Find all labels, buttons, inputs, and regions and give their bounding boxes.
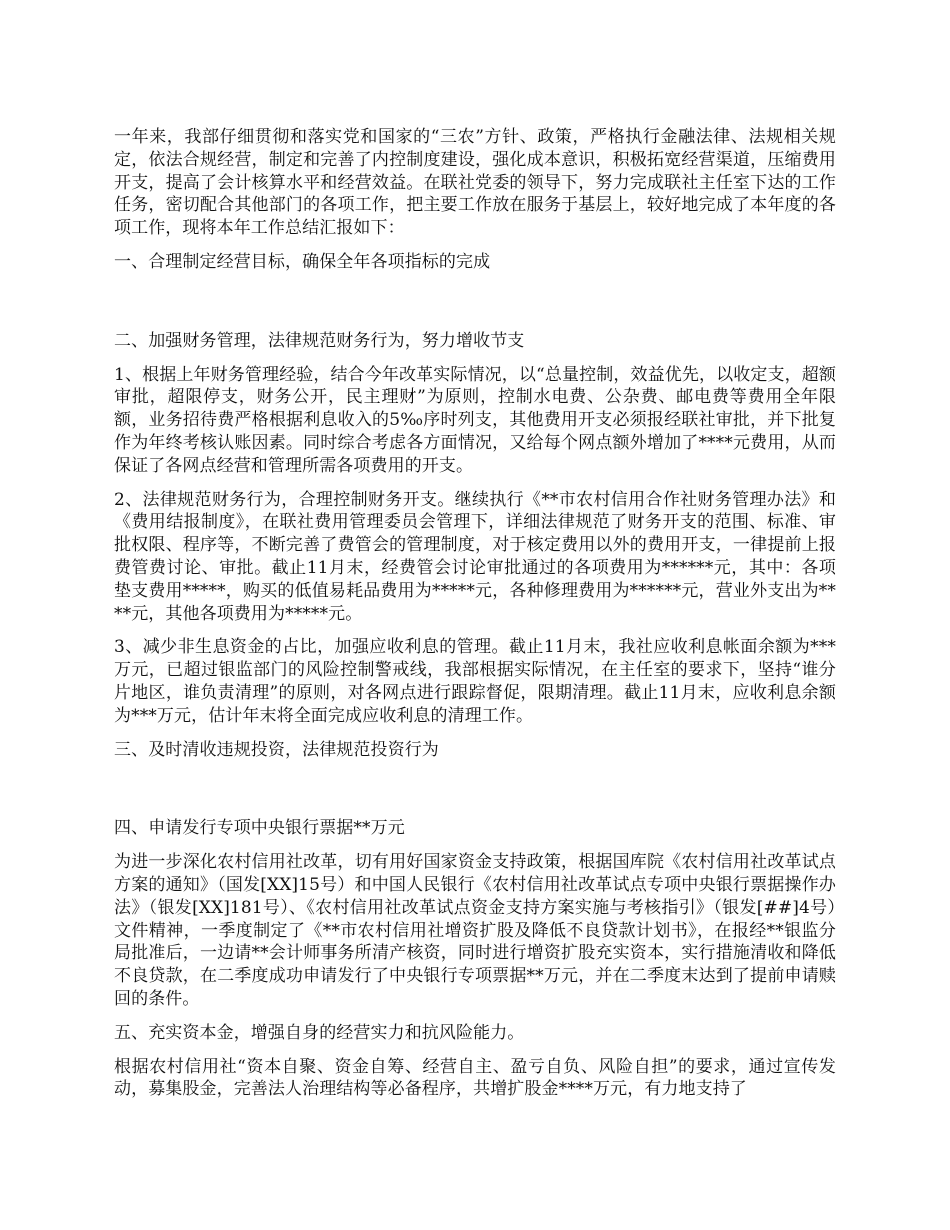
intro-paragraph: 一年来，我部仔细贯彻和落实党和国家的“三农”方针、政策，严格执行金融法律、法规相关规定，依法合规经营，制定和完善了内控制度建设，强化成本意识，积极拓宽经营渠道，压缩费用开支，提高了会计核算水平和经营效益。在联社党委的领导下，努力完成联社主任室下达的工作任务，密切配合其他部门的各项工作，把主要工作放在服务于基层上，较好地完成了本年度的各项工作，现将本年工作总结汇报如下： (114, 127, 836, 239)
section-2-item-3: 3、减少非生息资金的占比，加强应收利息的管理。截止11月末，我社应收利息帐面余额为***万元，已超过银监部门的风险控制警戒线，我部根据实际情况，在主任室的要求下，坚持“谁分片地区，谁负责清理”的原则，对各网点进行跟踪督促，限期清理。截止11月末，应收利息余额为***万元，估计年末将全面完成应收利息的清理工作。 (114, 637, 836, 726)
section-2-item-1: 1、根据上年财务管理经验，结合今年改革实际情况，以“总量控制，效益优先，以收定支，超额审批，超限停支，财务公开，民主理财”为原则，控制水电费、公杂费、邮电费等费用全年限额，业务招待费严格根据利息收入的5‰序时列支，其他费用开支必须报经联社审批，并下批复作为年终考核认账因素。同时综合考虑各方面情况，又给每个网点额外增加了****元费用，从而保证了各网点经营和管理所需各项费用的开支。 (114, 364, 836, 476)
section-4-body: 为进一步深化农村信用社改革，切有用好国家资金支持政策，根据国库院《农村信用社改革试点方案的通知》（国发[XX]15号）和中国人民银行《农村信用社改革试点专项中央银行票据操作办法》（银发[XX]181号）、《农村信用社改革试点资金支持方案实施与考核指引》（银发[##]4号）文件精神，一季度制定了《**市农村信用社增资扩股及降低不良贷款计划书》，在报经**银监分局批准后，一边请**会计师事务所清产核资，同时进行增资扩股充实资本，实行措施清收和降低不良贷款，在二季度成功申请发行了中央银行专项票据**万元，并在二季度末达到了提前申请赎回的条件。 (114, 852, 836, 1009)
section-5-heading: 五、充实资本金，增强自身的经营实力和抗风险能力。 (114, 1022, 525, 1043)
section-2-item-2: 2、法律规范财务行为，合理控制财务开支。继续执行《**市农村信用合作社财务管理办法》和《费用结报制度》，在联社费用管理委员会管理下，详细法律规范了财务开支的范围、标准、审批权限、程序等，不断完善了费管会的管理制度，对于核定费用以外的费用开支，一律提前上报费管费讨论、审批。截止11月末，经费管会讨论审批通过的各项费用为******元，其中：各项垫支费用*****，购买的低值易耗品费用为*****元，各种修理费用为******元，营业外支出为****元，其他各项费用为*****元。 (114, 489, 836, 624)
section-4-heading: 四、申请发行专项中央银行票据**万元 (114, 818, 405, 839)
section-3-heading: 三、及时清收违规投资，法律规范投资行为 (114, 739, 439, 760)
document-body (114, 126, 836, 1112)
section-5-body: 根据农村信用社“资本自聚、资金自筹、经营自主、盈亏自负、风险自担”的要求，通过宣传发动，募集股金，完善法人治理结构等必备程序，共增扩股金****万元，有力地支持了 (114, 1056, 836, 1100)
section-2-heading: 二、加强财务管理，法律规范财务行为，努力增收节支 (114, 330, 525, 351)
section-1-heading: 一、合理制定经营目标，确保全年各项指标的完成 (114, 251, 491, 272)
